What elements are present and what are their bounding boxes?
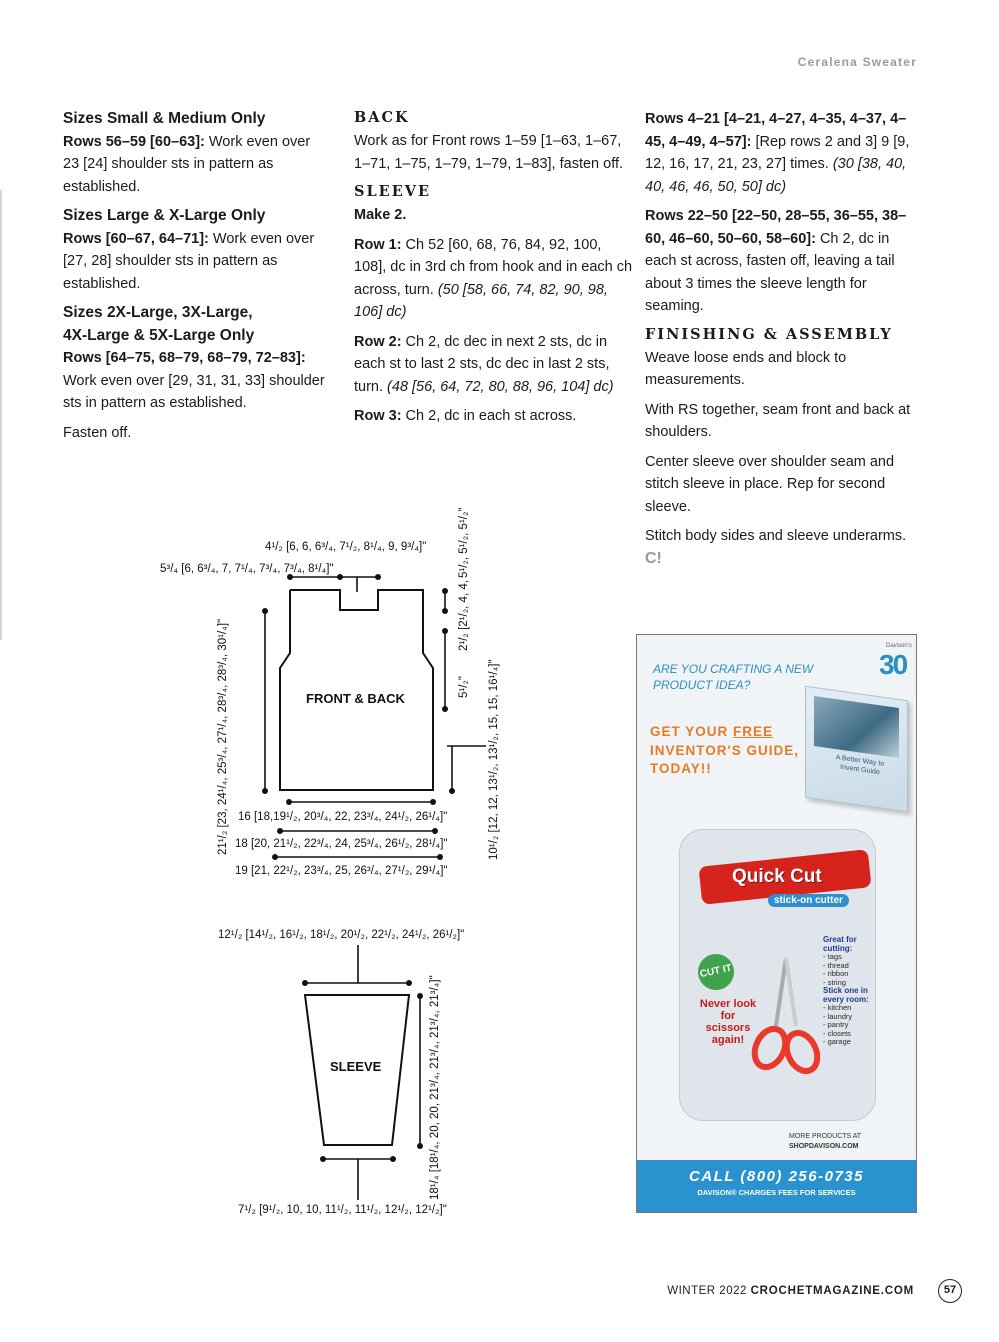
- rows-label: Rows 22–50 [22–50, 28–55, 36–55, 38–60, 46–60, 50–60, 58–60]:: [645, 208, 907, 247]
- para-back: Work as for Front rows 1–59 [1–63, 1–67, 1–71, 1–75, 1–79, 1–79, 1–83], fasten off.: [354, 133, 624, 172]
- ad-question: [653, 661, 813, 693]
- shoulder-width-label: 5³/₄ [6, 6³/₄, 7, 7¹/₄, 7³/₄, 7³/₄, 8¹/₄]": [160, 563, 334, 575]
- total-length-label: 21¹/₂ [23, 24¹/₄, 25³/₄, 27¹/₄, 28³/₄, 28³/₄, 30¹/₄]": [217, 618, 229, 855]
- ad-badge-brand: Davison's: [886, 643, 912, 649]
- page-footer: [667, 1285, 914, 1297]
- ad-more-line-1: MORE PRODUCTS AT: [789, 1133, 862, 1140]
- rows-label: Rows 4–21 [4–21, 4–27, 4–35, 4–37, 4–45, 4–49, 4–57]:: [645, 111, 907, 150]
- page-number: 57: [938, 1279, 962, 1303]
- armhole-depth-label: 5¹/₂": [458, 676, 470, 698]
- ad-more-line-2: SHOPDAVISON.COM: [789, 1143, 859, 1150]
- ad-product-name: Quick Cut: [732, 866, 822, 887]
- neck-depth-label: 2¹/₂ [2¹/₂, 4, 4,: [458, 580, 470, 651]
- ad-stick-title: Stick one in every room:: [823, 986, 869, 1004]
- rows-text: Work even over 23 [24] shoulder sts in pattern as established.: [63, 133, 311, 195]
- section-title-finishing: FINISHING & ASSEMBLY: [645, 325, 893, 343]
- row-text: Ch 52 [60, 68, 76, 84, 92, 100, 108], dc in 3rd ch from hook and in each ch across, turn.: [354, 236, 633, 298]
- row-text: Ch 2, dc in each st across.: [401, 408, 577, 424]
- row-text: Ch 2, dc dec in next 2 sts, dc in each st to last 2 sts, dc dec in last 2 sts, turn.: [354, 333, 610, 395]
- ad-book-title: A Better Way to Invent Guide: [835, 754, 885, 777]
- row-label: Row 3:: [354, 408, 402, 424]
- shoulder-depth-label: 5¹/₂, 5¹/₂, 5¹/₂": [458, 507, 470, 578]
- section-title-sleeve: SLEEVE: [354, 183, 432, 200]
- rows-text: Work even over [27, 28] shoulder sts in pattern as established.: [63, 230, 315, 292]
- ad-get-line-1: [650, 723, 799, 742]
- sleeve-length-label: 18¹/₄ [18¹/₄, 20, 20, 21³/₄, 21³/₄, 21³/₄, 21³/₄]": [429, 975, 441, 1200]
- para-finish-2: With RS together, seam front and back at shoulders.: [645, 401, 911, 440]
- para-finish-1: Weave loose ends and block to measurements.: [645, 349, 847, 388]
- rows-text: Ch 2, dc in each st across, fasten off, leaving a tail about 3 times the sleeve length for seaming.: [645, 230, 895, 314]
- width-a-label: 16 [18,19¹/₂, 20³/₄, 22, 23³/₄, 24¹/₂, 26¹/₄]": [238, 811, 448, 823]
- section-title-back: BACK: [354, 109, 410, 126]
- footer-issue: WINTER 2022: [667, 1285, 751, 1297]
- width-c-label: 19 [21, 22¹/₂, 23³/₄, 25, 26³/₄, 27¹/₂, 29¹/₄]": [235, 865, 448, 877]
- side-length-label: 10¹/₂ [12, 12, 13¹/₂, 13¹/₂, 15, 15, 16¹/₄]": [488, 659, 500, 860]
- para-finish-3: Center sleeve over shoulder seam and stitch sleeve in place. Rep for second sleeve.: [645, 453, 895, 515]
- rows-label: Rows [64–75, 68–79, 68–79, 72–83]:: [63, 350, 306, 366]
- stitch-count: (48 [56, 64, 72, 80, 88, 96, 104] dc): [387, 378, 614, 395]
- scissors-icon: [746, 948, 826, 1088]
- ad-book-photo: [814, 696, 899, 758]
- ad-guide-book-image: [805, 686, 908, 812]
- heading-2x-5x-b: 4X-Large & 5X-Large Only: [63, 326, 255, 344]
- ad-never-text: Never look for scissors again!: [699, 998, 757, 1046]
- ad-product-card: [679, 829, 876, 1121]
- width-b-label: 18 [20, 21¹/₂, 22³/₄, 24, 25³/₄, 26¹/₂, 28¹/₄]": [235, 838, 448, 850]
- rows-text: [Rep rows 2 and 3] 9 [9, 12, 16, 17, 21, 23, 27] times.: [645, 133, 910, 172]
- end-mark: C!: [645, 549, 662, 567]
- sleeve-top-label: 12¹/₂ [14¹/₂, 16¹/₂, 18¹/₂, 20¹/₂, 22¹/₂, 24¹/₂, 26¹/₂]": [218, 929, 465, 941]
- ad-get-guide: [650, 723, 799, 779]
- stitch-count: (50 [58, 66, 74, 82, 90, 98, 106] dc): [354, 281, 608, 320]
- ad-free-text: FREE: [733, 724, 774, 739]
- heading-2x-5x-a: Sizes 2X-Large, 3X-Large,: [63, 304, 253, 321]
- ad-more-products: [789, 1132, 861, 1152]
- front-back-label: FRONT & BACK: [306, 691, 405, 706]
- ad-fees-note: DAVISON® CHARGES FEES FOR SERVICES: [697, 1188, 856, 1197]
- ad-product-sub: stick-on cutter: [768, 894, 849, 907]
- heading-large-xlarge: Sizes Large & X-Large Only: [63, 207, 266, 224]
- footer-site: CROCHETMAGAZINE.COM: [750, 1285, 914, 1297]
- ad-30-years-badge: 30: [879, 649, 907, 680]
- ad-stick-items: - kitchen - laundry - pantry - closets - garage: [823, 1003, 853, 1046]
- heading-small-medium: Sizes Small & Medium Only: [63, 110, 266, 127]
- running-head: Ceralena Sweater: [797, 55, 917, 69]
- sleeve-bottom-label: 7¹/₂ [9¹/₂, 10, 10, 11¹/₂, 11¹/₂, 12¹/₂, 12¹/₂]": [238, 1204, 447, 1216]
- davison-ad[interactable]: [636, 634, 917, 1213]
- sleeve-label: SLEEVE: [330, 1059, 382, 1074]
- rows-label: Rows 56–59 [60–63]:: [63, 133, 205, 150]
- ad-get-line-3: TODAY!!: [650, 761, 712, 776]
- rows-label: Rows [60–67, 64–71]:: [63, 230, 209, 247]
- ad-question-line-2: PRODUCT IDEA?: [653, 678, 751, 692]
- ad-great-title: Great for cutting:: [823, 935, 857, 953]
- stitch-count: (30 [38, 40, 40, 46, 46, 50, 50] dc): [645, 156, 907, 195]
- ad-great-items: - tags - thread - ribbon - string: [823, 952, 849, 987]
- make-label: Make 2.: [354, 207, 407, 223]
- ad-question-line-1: ARE YOU CRAFTING A NEW: [653, 662, 814, 676]
- row-label: Row 2:: [354, 333, 402, 350]
- finish-text: Stitch body sides and sleeve underarms.: [645, 528, 907, 544]
- rows-text: Work even over [29, 31, 31, 33] shoulder sts in pattern as established.: [63, 372, 325, 411]
- ad-cut-it-badge: CUT IT: [695, 951, 738, 994]
- ad-get-text: GET YOUR: [650, 724, 734, 739]
- ad-get-line-2: INVENTOR'S GUIDE,: [650, 742, 799, 758]
- row-label: Row 1:: [354, 236, 402, 253]
- front-back-outline: [280, 590, 433, 790]
- para-fasten-off: Fasten off.: [63, 424, 132, 441]
- ad-phone[interactable]: CALL (800) 256-0735: [689, 1168, 864, 1185]
- neck-width-label: 4¹/₂ [6, 6, 6³/₄, 7¹/₂, 8¹/₄, 9, 9³/₄]": [265, 541, 427, 553]
- ad-call-bar[interactable]: [637, 1160, 916, 1212]
- ad-feature-list: [823, 936, 875, 1047]
